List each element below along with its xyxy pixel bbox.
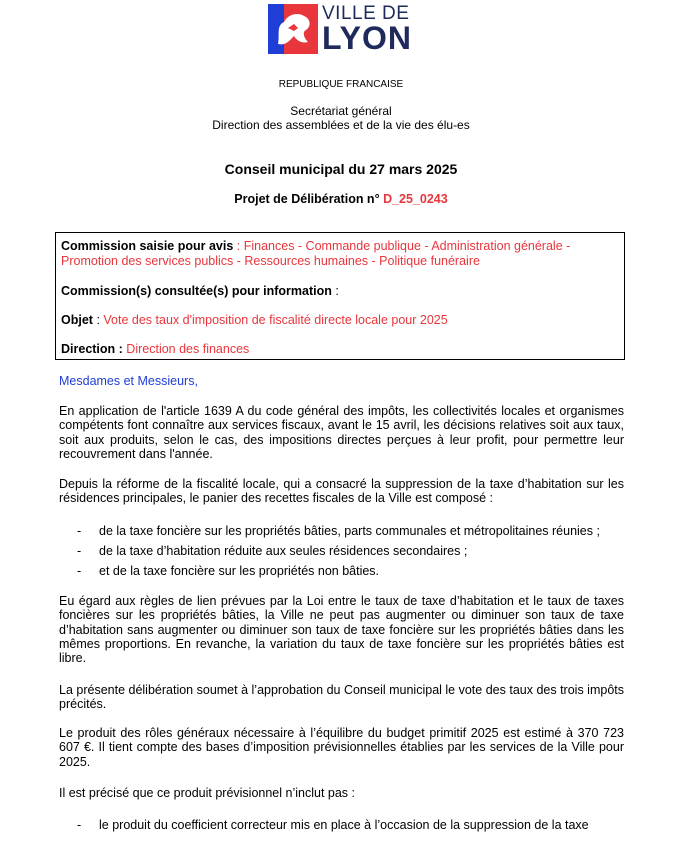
consulted-row: [61, 284, 619, 299]
paragraph-4: La présente délibération soumet à l’approbation du Conseil municipal le vote des taux des trois impôts précités.: [59, 683, 624, 712]
logo-text-lyon: LYON: [322, 20, 412, 56]
object-label: Objet: [61, 313, 93, 327]
list-item-text: et de la taxe foncière sur les propriétés non bâties.: [99, 564, 380, 578]
project-number: D_25_0243: [383, 192, 448, 206]
consulted-label: Commission(s) consultée(s) pour information: [61, 284, 332, 298]
commission-label: Commission saisie pour avis: [61, 239, 234, 253]
secretariat-block: [0, 104, 682, 132]
republic-heading: REPUBLIQUE FRANCAISE: [278, 79, 404, 90]
project-title: [0, 192, 682, 206]
list-item-text: de la taxe d’habitation réduite aux seules résidences secondaires ;: [99, 544, 468, 558]
consulted-value: :: [335, 284, 339, 298]
commission-row: [61, 239, 619, 269]
project-label: Projet de Délibération n°: [234, 192, 380, 206]
paragraph-6: Il est précisé que ce produit prévisionnel n’inclut pas :: [59, 786, 355, 800]
object-row: Objet : Vote des taux d'imposition de fiscalité directe locale pour 2025: [61, 313, 448, 327]
lion-emblem-icon: [268, 4, 318, 54]
logo-text-ville-de: VILLE DE: [322, 3, 410, 24]
city-logo: [268, 4, 418, 54]
direction-assemblees-line: Direction des assemblées et de la vie des élu-es: [212, 118, 470, 132]
paragraph-5: Le produit des rôles généraux nécessaire à l’équilibre du budget primitif 2025 est estimé à 370 723 607 €. Il tient compte des bases d’imposition prévisionnelles établies par les services de la Ville pour 2025.: [59, 726, 624, 769]
salutation: Mesdames et Messieurs,: [59, 374, 198, 388]
direction-label: Direction :: [61, 342, 123, 356]
council-title: Conseil municipal du 27 mars 2025: [224, 161, 458, 177]
paragraph-3: Eu égard aux règles de lien prévues par la Loi entre le taux de taxe d’habitation et le taux de taxes foncières sur les propriétés bâties, la Ville ne peut pas augmenter ou diminuer son taux de taxe d’habitation sans augmenter ou diminuer son taux de taxe foncière sur les propriétés bâties dans les mêmes proportions. En revanche, la variation du taux de taxe foncière sur les propriétés bâties est libre.: [59, 594, 624, 666]
list-item-text: le produit du coefficient correcteur mis en place à l’occasion de la suppression de la taxe: [99, 818, 589, 832]
direction-value: Direction des finances: [126, 342, 250, 356]
paragraph-2: Depuis la réforme de la fiscalité locale, qui a consacré la suppression de la taxe d’habitation sur les résidences principales, le panier des recettes fiscales de la Ville est composé :: [59, 477, 624, 506]
object-value: Vote des taux d'imposition de fiscalité directe locale pour 2025: [103, 313, 448, 327]
commission-value: : Finances - Commande publique - Administration générale - Promotion des services publics - Ressources humaines - Politique funéraire: [61, 239, 571, 268]
direction-row: [61, 342, 619, 357]
secretariat-line: Secrétariat général: [290, 104, 392, 118]
paragraph-1: En application de l'article 1639 A du code général des impôts, les collectivités locales et organismes compétents font connaître aux services fiscaux, avant le 15 avril, les décisions relatives soit aux taux, soit aux produits, selon le cas, des impositions directes perçues à leur profit, pour permettre leur recouvrement dans l'année.: [59, 404, 624, 461]
deliberation-info-box: [55, 232, 625, 360]
list-item-text: de la taxe foncière sur les propriétés bâties, parts communales et métropolitaines réunies ;: [99, 524, 600, 538]
